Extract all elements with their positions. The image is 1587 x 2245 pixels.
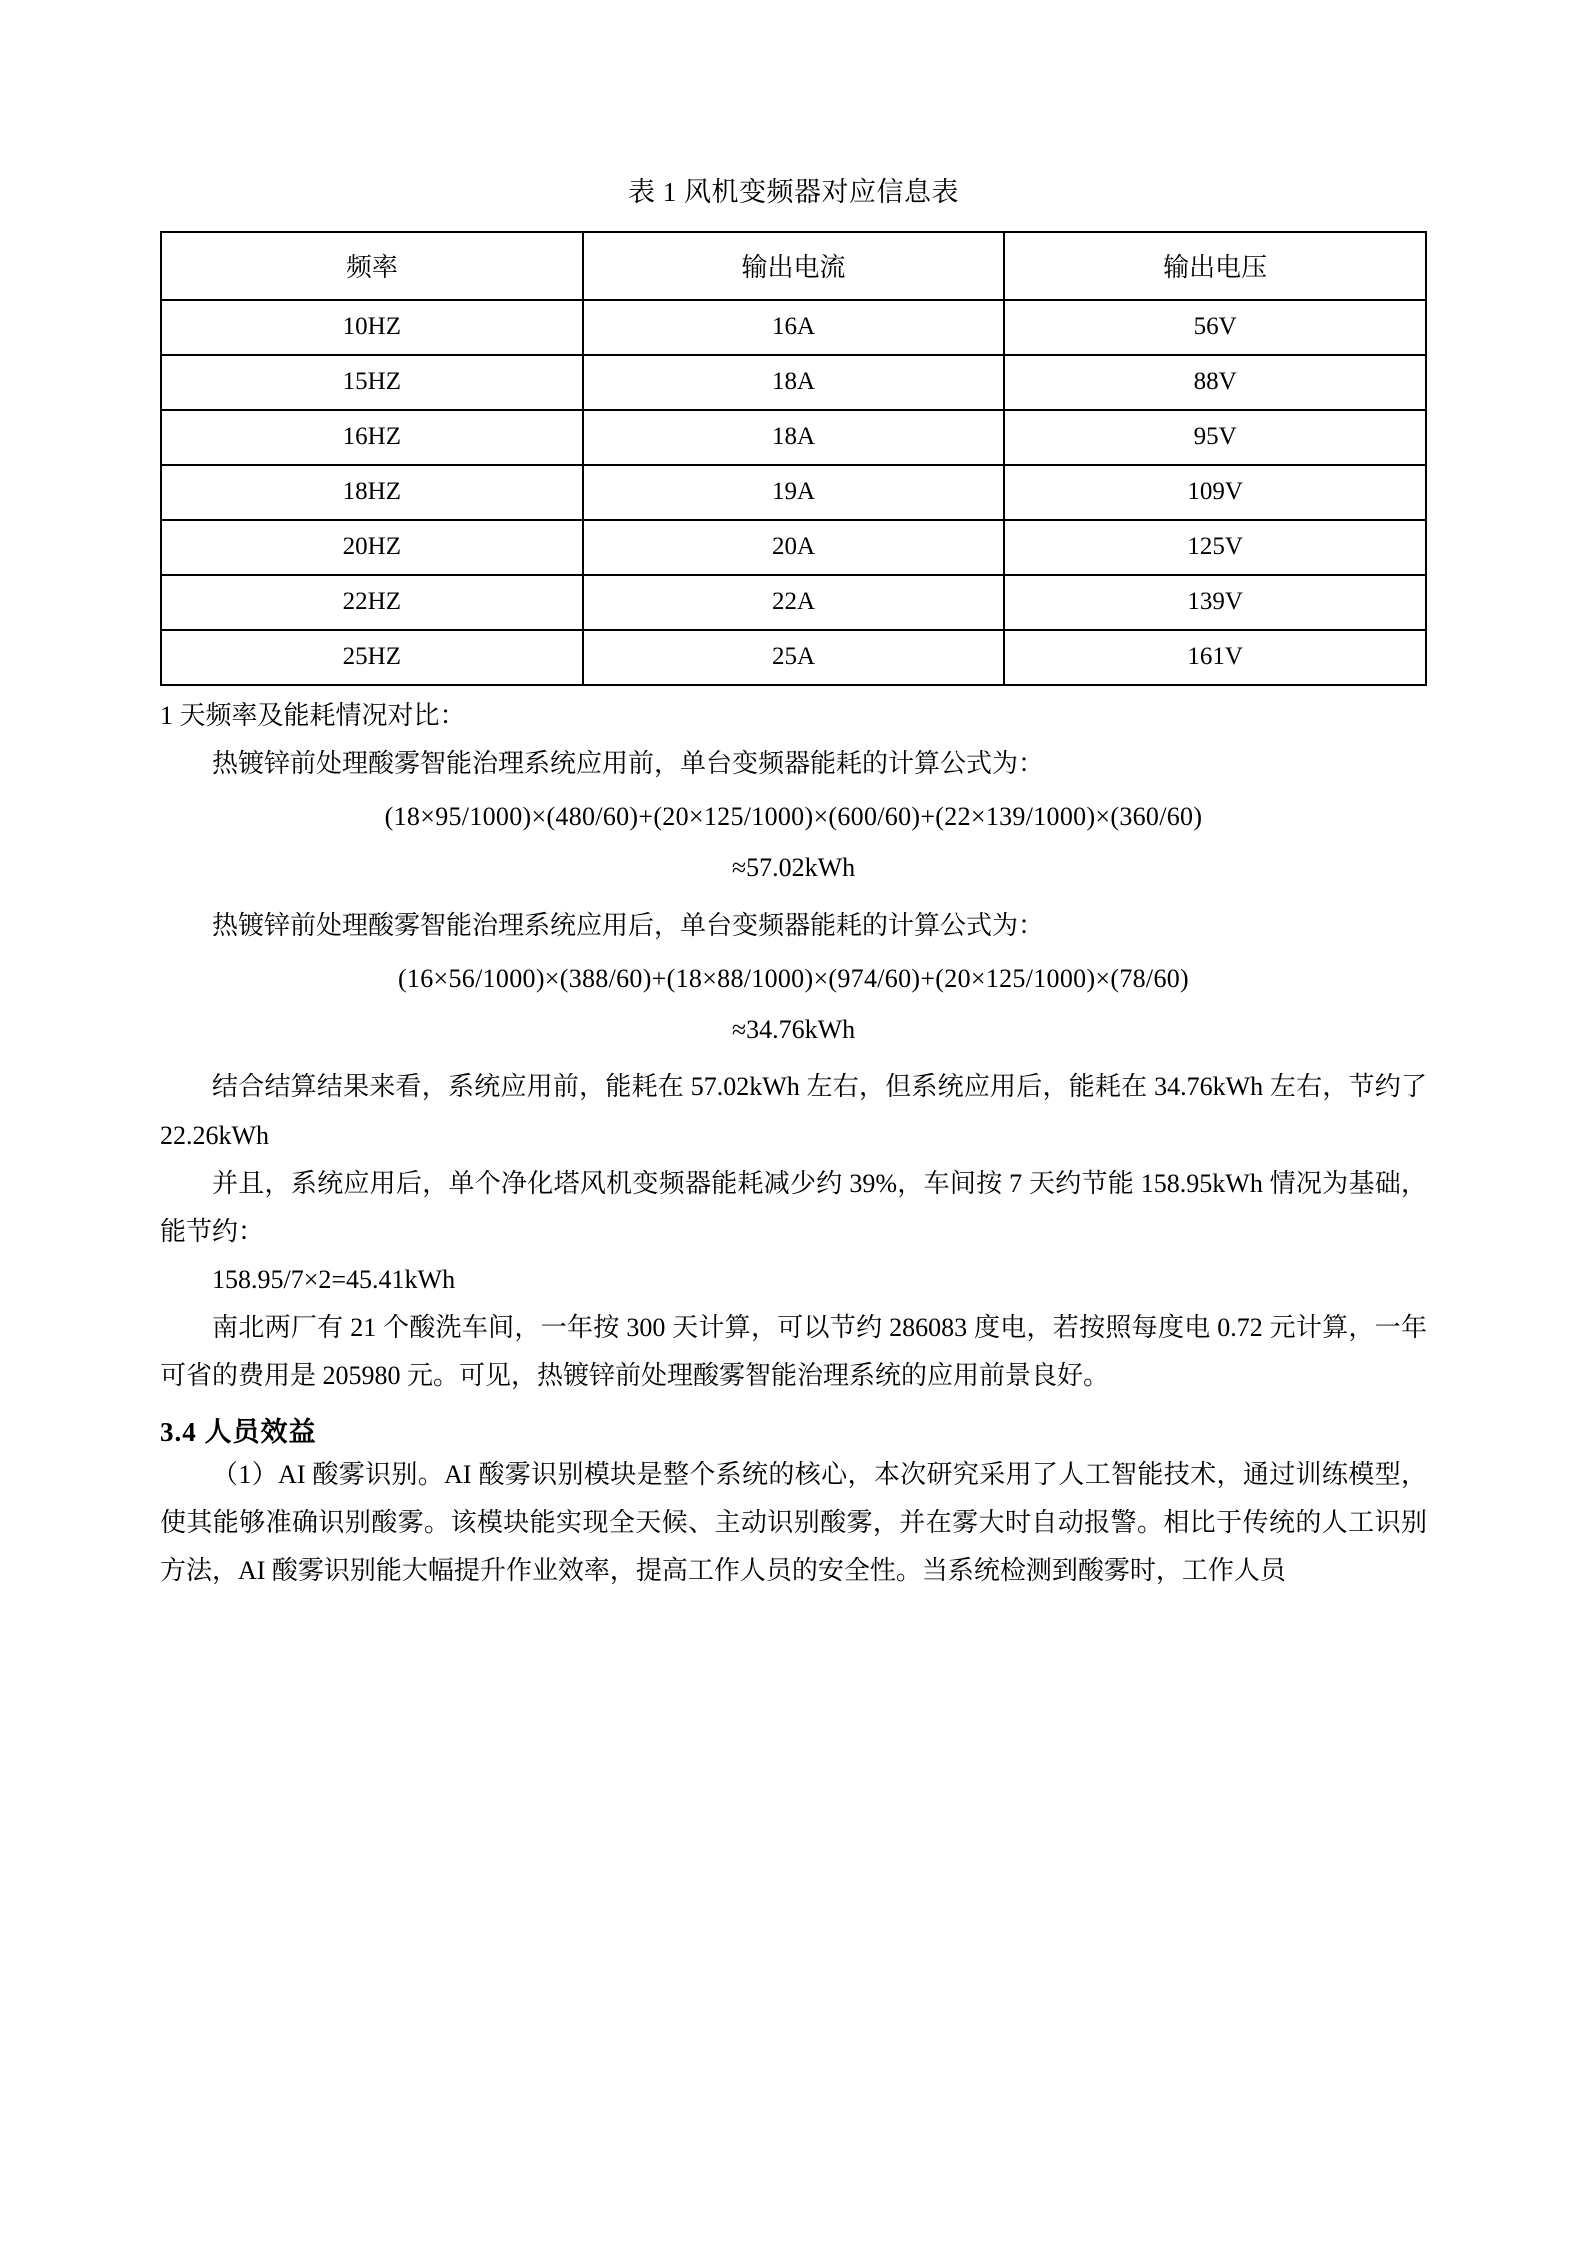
cell-frequency: 18HZ: [161, 465, 583, 520]
cell-frequency: 10HZ: [161, 300, 583, 355]
cell-current: 18A: [583, 410, 1005, 465]
cell-current: 18A: [583, 355, 1005, 410]
table-row: [161, 300, 1426, 355]
paragraph-calculation: 158.95/7×2=45.41kWh: [212, 1264, 456, 1294]
table-row: [161, 410, 1426, 465]
table-row: [161, 355, 1426, 410]
cell-voltage: 139V: [1004, 575, 1426, 630]
table-header-output-current: 输出电流: [583, 232, 1005, 300]
table-row: [161, 630, 1426, 685]
paragraph-reduction: 并且，系统应用后，单个净化塔风机变频器能耗减少约 39%，车间按 7 天约节能 158.95kWh 情况为基础，能节约：: [160, 1168, 1427, 1246]
table-row: [161, 575, 1426, 630]
paragraph-compare-line: 1 天频率及能耗情况对比：: [160, 701, 466, 730]
formula-after: (16×56/1000)×(388/60)+(18×88/1000)×(974/60)+(20×125/1000)×(78/60): [397, 963, 1190, 993]
cell-voltage: 95V: [1004, 410, 1426, 465]
table-caption: 表 1 风机变频器对应信息表: [628, 177, 959, 207]
cell-frequency: 20HZ: [161, 520, 583, 575]
cell-voltage: 125V: [1004, 520, 1426, 575]
formula-before: (18×95/1000)×(480/60)+(20×125/1000)×(600/60)+(22×139/1000)×(360/60): [384, 802, 1203, 832]
cell-current: 19A: [583, 465, 1005, 520]
cell-voltage: 109V: [1004, 465, 1426, 520]
cell-current: 20A: [583, 520, 1005, 575]
cell-voltage: 88V: [1004, 355, 1426, 410]
cell-current: 22A: [583, 575, 1005, 630]
table-header-frequency: 频率: [161, 232, 583, 300]
cell-frequency: 16HZ: [161, 410, 583, 465]
cell-current: 16A: [583, 300, 1005, 355]
table-header-output-voltage: 输出电压: [1004, 232, 1426, 300]
cell-voltage: 56V: [1004, 300, 1426, 355]
cell-current: 25A: [583, 630, 1005, 685]
table-row: [161, 465, 1426, 520]
cell-frequency: 22HZ: [161, 575, 583, 630]
cell-frequency: 15HZ: [161, 355, 583, 410]
paragraph-before-intro: 热镀锌前处理酸雾智能治理系统应用前，单台变频器能耗的计算公式为：: [212, 749, 1045, 779]
paragraph-after-intro: 热镀锌前处理酸雾智能治理系统应用后，单台变频器能耗的计算公式为：: [212, 910, 1045, 940]
section-heading-3-4: 3.4 人员效益: [160, 1417, 317, 1448]
cell-frequency: 25HZ: [161, 630, 583, 685]
paragraph-factory-savings: 南北两厂有 21 个酸洗车间，一年按 300 天计算，可以节约 286083 度电，若按照每度电 0.72 元计算，一年可省的费用是 205980 元。可见，热镀锌前处理酸雾智能治理系统的应用前景良好。: [160, 1312, 1427, 1391]
formula-after-result: ≈34.76kWh: [731, 1014, 856, 1044]
formula-before-result: ≈57.02kWh: [731, 852, 856, 882]
table-header-row: [161, 232, 1426, 300]
fan-inverter-info-table: [160, 231, 1427, 686]
paragraph-result-summary: 结合结算结果来看，系统应用前，能耗在 57.02kWh 左右，但系统应用后，能耗在 34.76kWh 左右，节约了 22.26kWh: [160, 1072, 1427, 1150]
table-row: [161, 520, 1426, 575]
cell-voltage: 161V: [1004, 630, 1426, 685]
paragraph-ai-recognition: （1）AI 酸雾识别。AI 酸雾识别模块是整个系统的核心，本次研究采用了人工智能技术，通过训练模型，使其能够准确识别酸雾。该模块能实现全天候、主动识别酸雾，并在雾大时自动报警。相比于传统的人工识别方法，AI 酸雾识别能大幅提升作业效率，提高工作人员的安全性。当系统检测到酸雾时，工作人员: [160, 1460, 1427, 1586]
